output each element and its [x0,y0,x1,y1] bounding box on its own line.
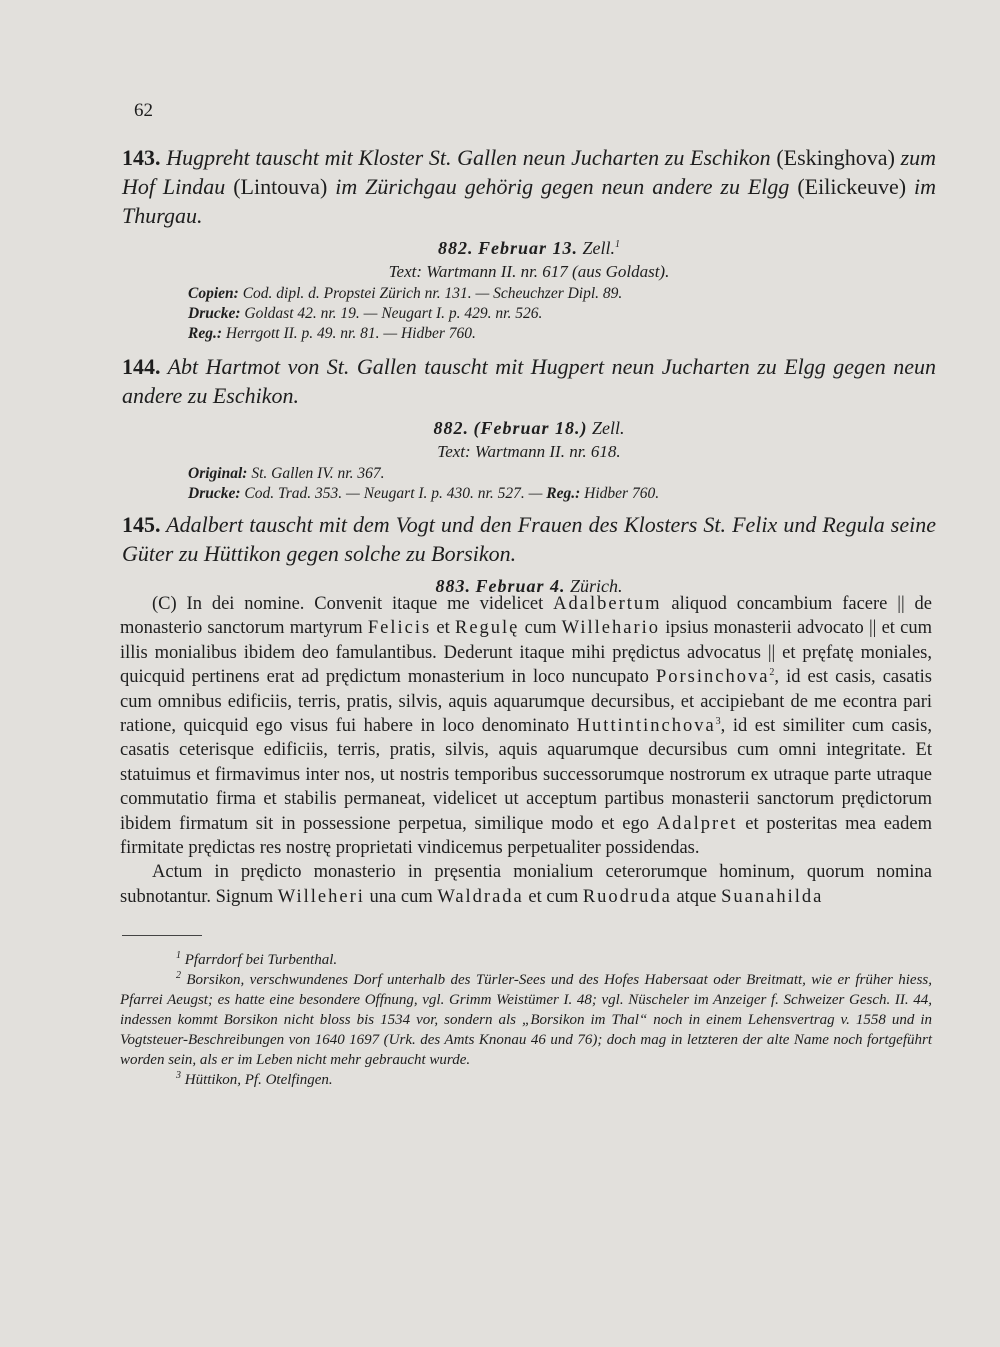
note-text: St. Gallen IV. nr. 367. [247,465,385,482]
footnote-divider [122,935,202,936]
entry-notes [122,284,936,344]
entry-title: Hugpreht tauscht mit Kloster St. Gallen neun Jucharten zu Eschikon (Eskinghova) zum Hof Lindau (Lintouva) im Zürichgau gehörig gegen neun andere zu Elgg (Eilickeuve) im Thurgau. [122,145,937,228]
note-label: Copien: [188,285,239,302]
entry-heading [122,352,936,410]
footnote-1: $^1$ Pfarrdorf bei Turbenthal. [176,950,338,968]
text-source: Text: Wartmann II. nr. 617 (aus Goldast). [388,262,670,281]
date-place: Zürich. [570,576,623,596]
note-line [188,284,936,304]
entry-title: Abt Hartmot von St. Gallen tauscht mit Hugpert neun Jucharten zu Elgg gegen neun andere zu Eschikon. [122,354,936,408]
footnote-ref: 1 [615,239,621,250]
note-text: Goldast 42. nr. 19. — Neugart I. p. 429. nr. 526. [240,305,543,322]
entry-date [122,236,936,260]
note-text: Cod. dipl. d. Propstei Zürich nr. 131. — Scheuchzer Dipl. 89. [238,285,623,302]
note-label: Drucke: [188,305,241,322]
note-label: Drucke: [188,485,241,502]
entry-144 [122,352,936,504]
date-year: 883. [435,576,471,596]
date-day: Februar 13. [477,238,578,258]
footnotes [120,950,932,1090]
page-number: 62 [134,100,153,121]
entry-date [122,416,936,440]
entry-heading [122,143,936,230]
note-line [188,464,936,484]
entry-145 [122,510,936,598]
date-year: 882. [433,418,469,438]
note-text: Cod. Trad. 353. — Neugart I. p. 430. nr. 527. — Reg.: Hidber 760. [240,485,660,502]
entry-title: Adalbert tauscht mit dem Vogt und den Frauen des Klosters St. Felix und Regula seine Güter zu Hüttikon gegen solche zu Borsikon. [122,512,936,566]
note-line [188,304,936,324]
charter-text: (C) In dei nomine. Convenit itaque me videlicet Adalbertum aliquod concambium facere || de monasterio sanctorum martyrum Felicis et Regulę cum Willehario ipsius monasterii advocato || et cum illis monialibus ibidem deo famulantibus. Dederunt itaque mihi prędictus advocatus || et pręfatę moniales, quicquid pertinens erat ad prędictum monasterium in loco nuncupato Porsinchova$^2$, id est casis, casatis cum omnibus edificiis, terris, pratis, silvis, aquis aquarumque decursibus, et accipiebant de me econtra pari ratione, quicquid ego visus fui habere in loco denominato Huttintinchova$^3$, id est similiter cum casis, casatis ceterisque edificiis, terris, pratis, silvis, aquis aquarumque decursibus cum omni integritate. Et statuimus et firmavimus inter nos, ut nostris temporibus successorumque nostrorum ex utraque parte utraque commutatio firma et stabilis permaneat, videlicet ut acceptum partibus monasterii sanctorum prędictorum ibidem firmatum sit in possessione perpetua, similique modo et ego Adalpret et posteritas mea eadem firmitate prędictas res nostrę proprietati vindicemus perpetualiter possidendas. Actum in prędicto monasterio in pręsentia monialium ceterorumque hominum, quorum nomina subnotantur. Signum Willeheri una cum Waldrada et cum Ruodruda atque Suanahilda [120,594,933,907]
entry-number: 144. [122,354,161,379]
date-place: Zell. [592,418,625,438]
entry-notes [122,464,936,504]
date-year: 882. [437,238,474,258]
date-day: Februar 4. [475,576,566,596]
footnote-2: $^2$ Borsikon, verschwundenes Dorf unterhalb des Türler-Sees und des Hofes Habersaat oder Breitmatt, wie er früher hiess, Pfarrei Aeugst; es hatte eine besondere Offnung, vgl. Grimm Weistümer I. 48; vgl. Nüscheler im Anzeiger f. Schweizer Gesch. II. 44, indessen kommt Borsikon nicht bloss bis 1534 vor, sondern als „Borsikon im Thal“ noch in einem Lehensvertrag v. 1558 und in Vogtsteuer-Beschreibungen von 1640 1697 (Urk. des Amts Knonau 46 und 76); doch mag in letzteren der alte Name noch fortgeführt worden sein, als er im Leben nicht mehr gebraucht wurde. [120,970,932,1068]
note-line [188,324,936,344]
footnote-3: $^3$ Hüttikon, Pf. Otelfingen. [176,1070,333,1088]
note-text: Herrgott II. p. 49. nr. 81. — Hidber 760. [222,325,476,342]
note-label: Original: [188,465,248,482]
entry-number: 145. [122,512,161,537]
note-line [188,484,936,504]
entry-number: 143. [122,145,161,170]
note-label: Reg.: [188,325,223,342]
date-day: (Februar 18.) [473,418,588,438]
text-source: Text: Wartmann II. nr. 618. [437,442,621,461]
entry-143 [122,143,936,344]
date-place: Zell. [582,238,616,258]
entry-heading [122,510,936,568]
